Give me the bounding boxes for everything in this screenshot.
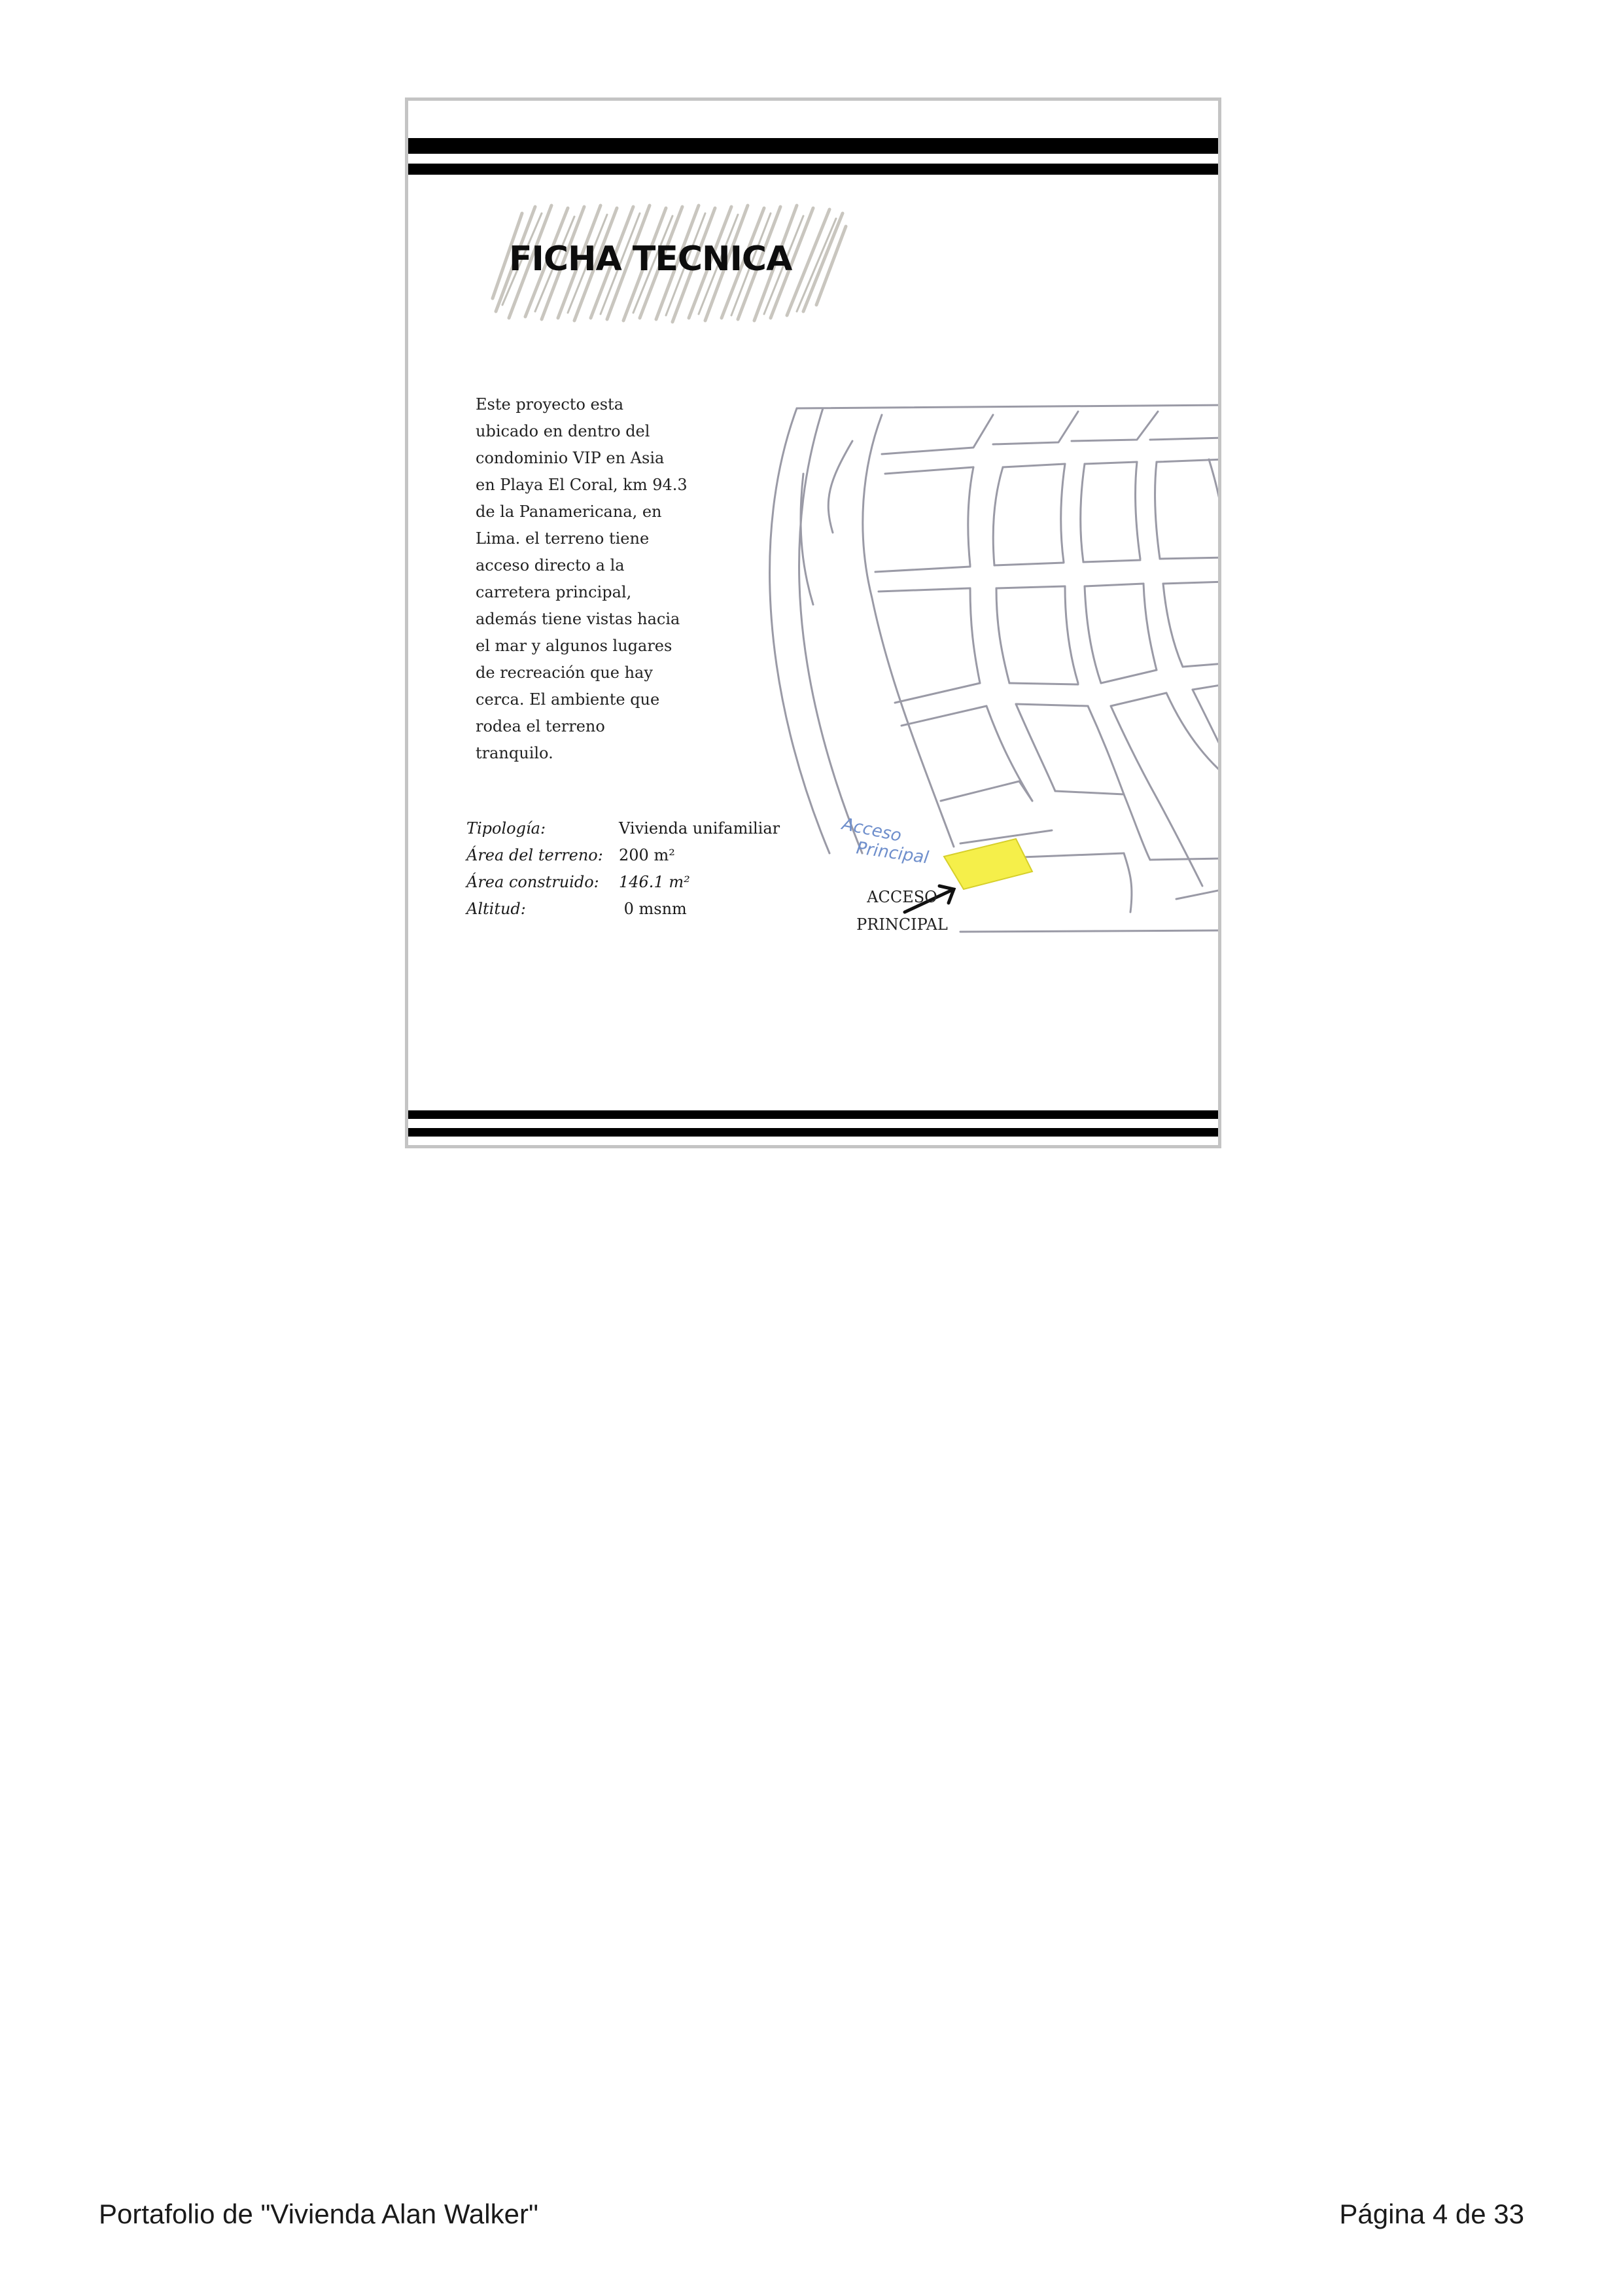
spec-value: 200 m² bbox=[619, 846, 675, 864]
description-line: de la Panamericana, en bbox=[476, 503, 662, 521]
handwritten-access-note: Principal bbox=[855, 838, 930, 868]
spec-row-area-terreno bbox=[466, 842, 780, 869]
description-line: además tiene vistas hacia bbox=[476, 610, 680, 628]
description-line: Este proyecto esta bbox=[476, 395, 623, 414]
description-line: condominio VIP en Asia bbox=[476, 449, 665, 467]
access-label-line: ACCESO bbox=[867, 888, 937, 906]
description-line: carretera principal, bbox=[476, 583, 632, 601]
spec-label: Área construido: bbox=[466, 873, 599, 891]
bottom-band-1 bbox=[408, 1110, 1218, 1119]
description-line: tranquilo. bbox=[476, 744, 553, 762]
description-line: el mar y algunos lugares bbox=[476, 637, 672, 655]
access-label bbox=[837, 883, 968, 938]
spec-label: Área del terreno: bbox=[466, 846, 603, 864]
spec-table bbox=[466, 815, 780, 923]
description-line: de recreación que hay bbox=[476, 663, 653, 682]
top-band-thin bbox=[408, 164, 1218, 175]
description-line: ubicado en dentro del bbox=[476, 422, 650, 440]
handwritten-access-note: Acceso bbox=[840, 814, 903, 846]
description-line: en Playa El Coral, km 94.3 bbox=[476, 476, 688, 494]
spec-row-altitud bbox=[466, 896, 780, 923]
spec-value: 0 msnm bbox=[619, 900, 687, 918]
description-line: Lima. el terreno tiene bbox=[476, 529, 650, 548]
site-location-sketch bbox=[758, 402, 1221, 945]
top-band-thick bbox=[408, 138, 1218, 154]
spec-row-area-construido bbox=[466, 869, 780, 896]
page-card bbox=[405, 97, 1221, 1148]
spec-value: 146.1 m² bbox=[619, 873, 690, 891]
description-line: rodea el terreno bbox=[476, 717, 605, 735]
description-line: acceso directo a la bbox=[476, 556, 625, 574]
spec-label: Tipología: bbox=[466, 819, 546, 838]
project-description bbox=[476, 391, 711, 767]
description-line: cerca. El ambiente que bbox=[476, 690, 660, 709]
footer-page-number: Página 4 de 33 bbox=[1339, 2199, 1524, 2229]
access-label-line: PRINCIPAL bbox=[856, 915, 948, 934]
page-title: FICHA TECNICA bbox=[509, 239, 792, 279]
bottom-band-2 bbox=[408, 1128, 1218, 1137]
title-block bbox=[489, 200, 849, 331]
footer-document-title: Portafolio de "Vivienda Alan Walker" bbox=[99, 2199, 538, 2229]
highlighted-plot bbox=[944, 839, 1032, 889]
spec-row-tipologia bbox=[466, 815, 780, 842]
spec-value: Vivienda unifamiliar bbox=[619, 819, 780, 838]
spec-label: Altitud: bbox=[466, 900, 526, 918]
